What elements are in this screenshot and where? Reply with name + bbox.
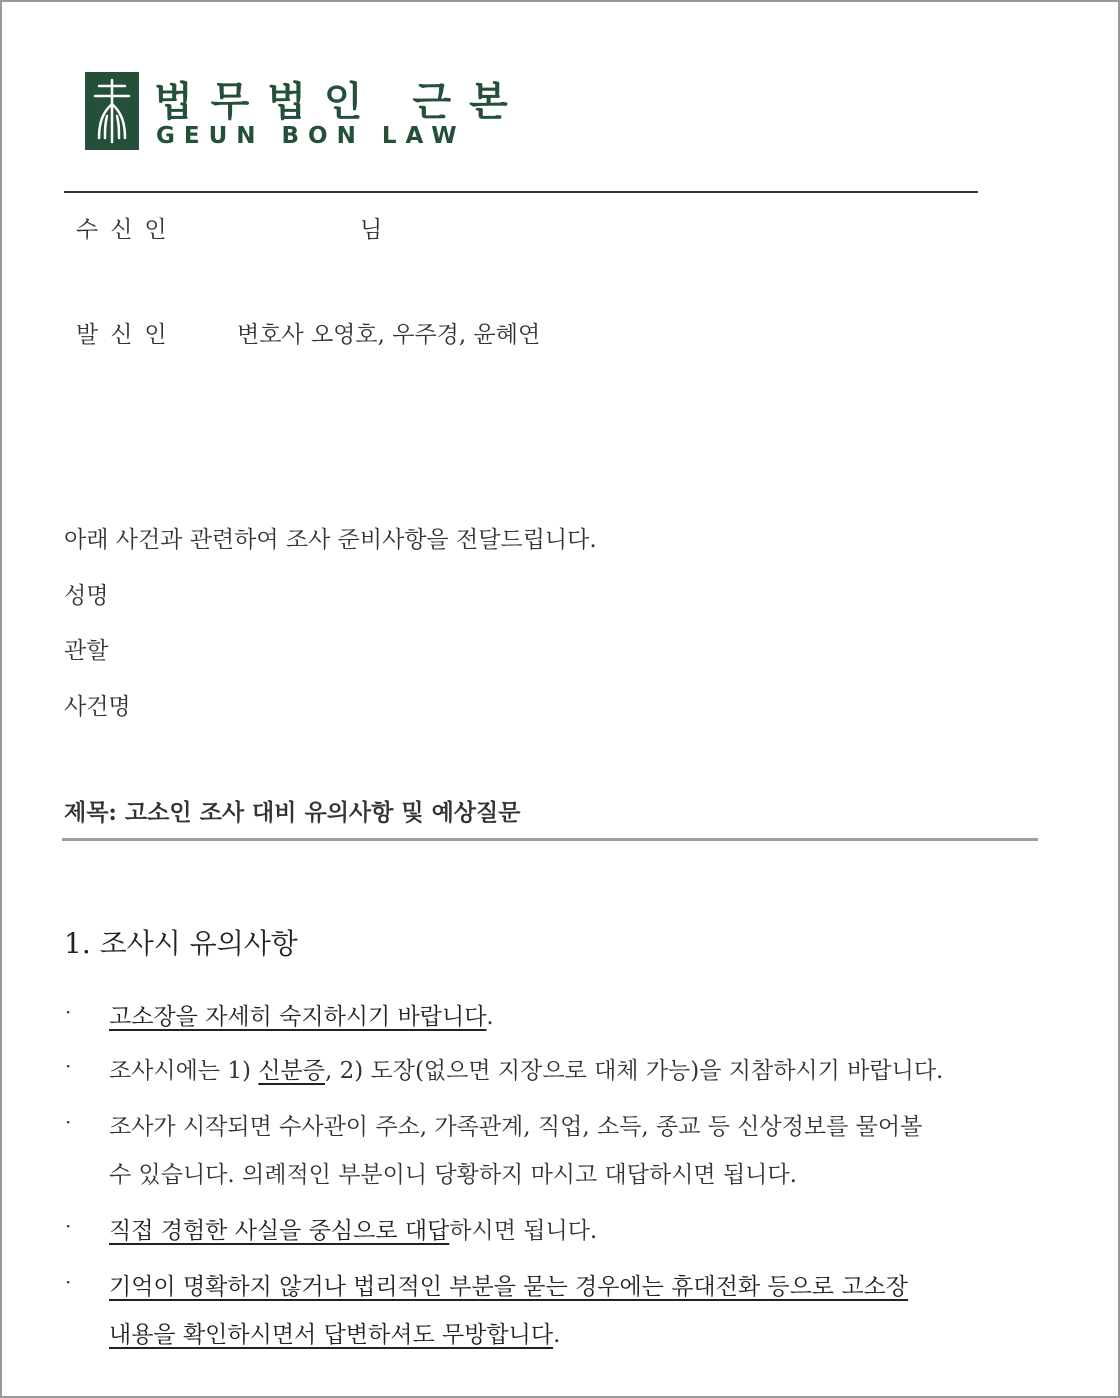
list-item-line-1 bbox=[109, 1268, 908, 1301]
item-tail: . bbox=[486, 1004, 494, 1030]
bullet-mark: · bbox=[65, 1054, 72, 1078]
firm-name-english: GEUN BON LAW bbox=[156, 123, 466, 149]
emphasis-text: 기억이 명확하지 않거나 법리적인 부분을 묻는 경우에는 휴대전화 등으로 고소장 bbox=[109, 1274, 908, 1300]
list-item bbox=[109, 998, 494, 1031]
firm-name-korean: 법무법인 근본 bbox=[154, 79, 526, 125]
item-tail: . bbox=[553, 1322, 561, 1348]
list-item bbox=[109, 1212, 597, 1245]
emphasis-text: 직접 경험한 사실을 중심으로 대답 bbox=[109, 1218, 450, 1244]
field-jurisdiction-label: 관할 bbox=[64, 638, 109, 664]
subject-line: 제목: 고소인 조사 대비 유의사항 및 예상질문 bbox=[64, 799, 521, 826]
item-prefix: 조사시에는 1) bbox=[109, 1058, 259, 1084]
bullet-mark: · bbox=[65, 1110, 72, 1134]
emphasis-text: 내용을 확인하시면서 답변하셔도 무방합니다 bbox=[109, 1322, 554, 1348]
field-case-name-label: 사건명 bbox=[64, 694, 131, 720]
recipient-suffix: 님 bbox=[360, 217, 383, 243]
header-divider bbox=[64, 191, 978, 193]
intro-text: 아래 사건과 관련하여 조사 준비사항을 전달드립니다. bbox=[64, 527, 597, 553]
bullet-mark: · bbox=[65, 1270, 72, 1294]
bullet-mark: · bbox=[65, 1214, 72, 1238]
list-item bbox=[109, 1052, 943, 1085]
item-tail: 하시면 됩니다. bbox=[449, 1218, 598, 1244]
field-name-label: 성명 bbox=[64, 583, 109, 609]
list-item-line-2: 수 있습니다. 의례적인 부분이니 당황하지 마시고 대답하시면 됩니다. bbox=[109, 1162, 797, 1188]
sender-label: 발신인 bbox=[76, 322, 179, 348]
item-tail: , 2) 도장(없으면 지장으로 대체 가능)을 지참하시기 바랍니다. bbox=[324, 1058, 944, 1084]
sender-value: 변호사 오영호, 우주경, 윤혜연 bbox=[237, 322, 541, 348]
section-1-heading: 1. 조사시 유의사항 bbox=[64, 927, 298, 960]
list-item-line-2 bbox=[109, 1316, 560, 1349]
subject-divider bbox=[62, 838, 1038, 841]
recipient-label: 수신인 bbox=[76, 217, 179, 243]
bullet-mark: · bbox=[65, 1000, 72, 1024]
firm-logo-icon bbox=[85, 72, 139, 150]
emphasis-text: 신분증 bbox=[258, 1058, 325, 1084]
emphasis-text: 고소장을 자세히 숙지하시기 바랍니다 bbox=[109, 1004, 487, 1030]
list-item-line-1: 조사가 시작되면 수사관이 주소, 가족관계, 직업, 소득, 종교 등 신상정보를 물어볼 bbox=[109, 1114, 923, 1140]
